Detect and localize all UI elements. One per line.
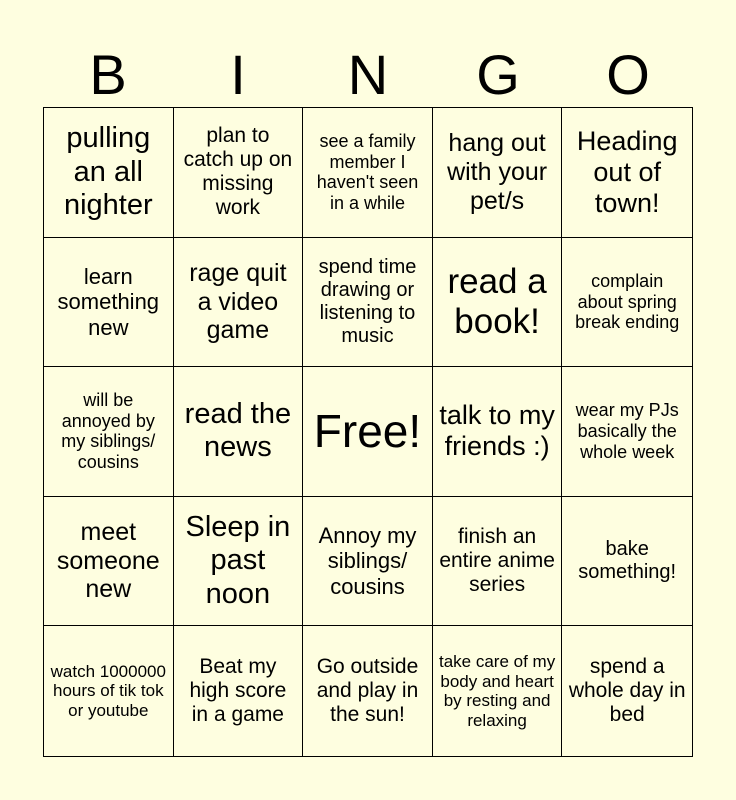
bingo-cell[interactable]: plan to catch up on missing work	[174, 108, 304, 238]
header-letter-o: O	[606, 43, 650, 106]
bingo-cell[interactable]: meet someone new	[44, 497, 174, 627]
header-letter-n: N	[347, 43, 389, 106]
bingo-cell[interactable]: will be annoyed by my siblings/ cousins	[44, 367, 174, 497]
bingo-cell[interactable]: read the news	[174, 367, 304, 497]
header-letter-i: I	[230, 43, 246, 106]
bingo-cell[interactable]: hang out with your pet/s	[433, 108, 563, 238]
bingo-cell[interactable]: read a book!	[433, 238, 563, 368]
bingo-cell[interactable]: take care of my body and heart by resting and relaxing	[433, 626, 563, 756]
bingo-cell[interactable]: wear my PJs basically the whole week	[562, 367, 692, 497]
bingo-cell[interactable]: Heading out of town!	[562, 108, 692, 238]
header-letter-b: B	[89, 43, 127, 106]
bingo-cell[interactable]: spend a whole day in bed	[568, 654, 686, 727]
bingo-cell[interactable]: Go outside and play in the sun!	[303, 626, 433, 756]
bingo-cell[interactable]: rage quit a video game	[174, 238, 304, 368]
bingo-header	[43, 44, 693, 106]
header-letter-g: G	[476, 43, 520, 106]
bingo-cell[interactable]: complain about spring break ending	[562, 238, 692, 368]
bingo-cell[interactable]: Annoy my siblings/ cousins	[303, 497, 433, 627]
bingo-cell[interactable]: see a family member I haven't seen in a while	[303, 108, 433, 238]
bingo-cell[interactable]: talk to my friends :)	[433, 367, 563, 497]
bingo-cell[interactable]: learn something new	[44, 238, 174, 368]
bingo-cell[interactable]: watch 1000000 hours of tik tok or youtube	[44, 626, 174, 756]
bingo-cell[interactable]: finish an entire anime series	[433, 497, 563, 627]
bingo-board	[43, 107, 693, 757]
bingo-cell[interactable]: Sleep in past noon	[174, 497, 304, 627]
free-space[interactable]: Free!	[303, 367, 433, 497]
bingo-cell[interactable]: spend time drawing or listening to music	[303, 238, 433, 368]
bingo-cell[interactable]: Beat my high score in a game	[174, 626, 304, 756]
bingo-cell[interactable]: pulling an all nighter	[44, 108, 174, 238]
bingo-cell[interactable]: bake something!	[562, 497, 692, 627]
